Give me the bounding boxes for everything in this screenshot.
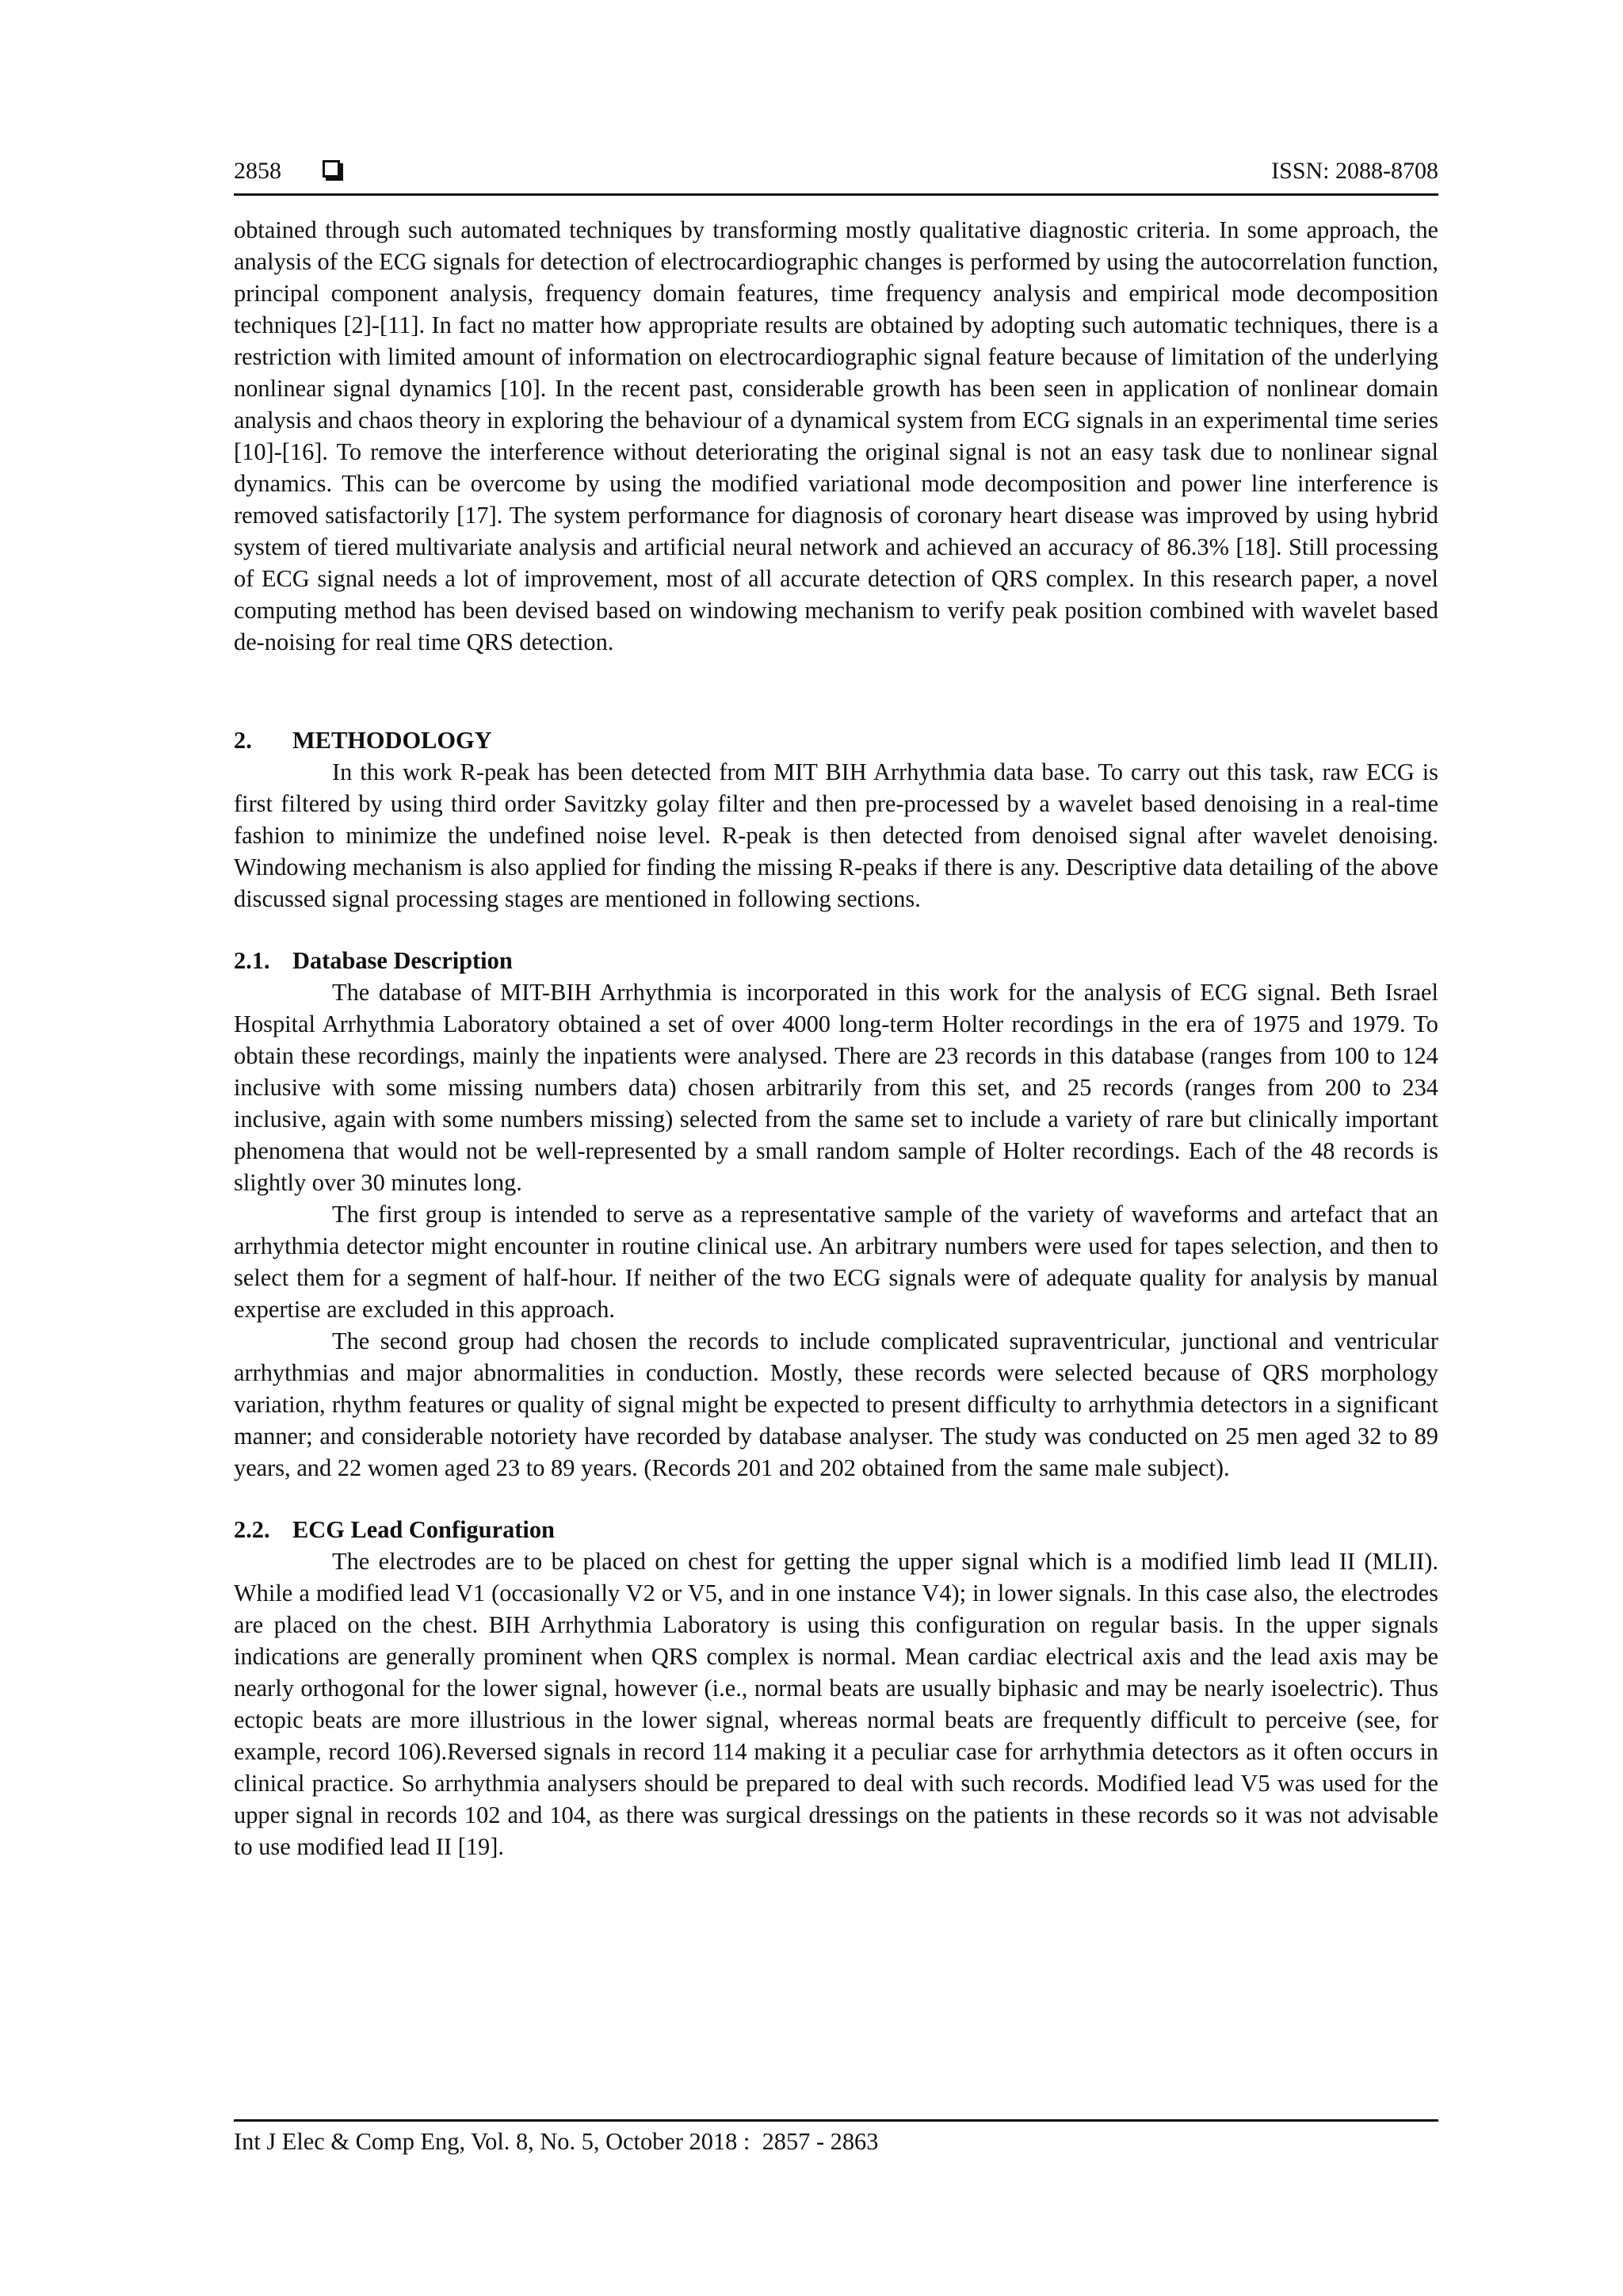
lead-config-paragraph: The electrodes are to be placed on chest for getting the upper signal which is a modified limb lead II (MLII). While a modified lead V1 (occasionally V2 or V5, and in one instance V4); in lower signals. In this case also, the electrodes are placed on the chest. BIH Arrhythmia Laboratory is using this configuration on regular basis. In the upper signals indications are generally prominent when QRS complex is normal. Mean cardiac electrical axis and the lead axis may be nearly orthogonal for the lower signal, however (i.e., normal beats are usually biphasic and may be nearly isoelectric). Thus ectopic beats are more illustrious in the lower signal, whereas normal beats are frequently difficult to perceive (see, for example, record 106).Reversed signals in record 114 making it a peculiar case for arrhythmia detectors as it often occurs in clinical practice. So arrhythmia analysers should be prepared to deal with such records. Modified lead V5 was used for the upper signal in records 102 and 104, as there was surgical dressings on the patients in these records so it was not advisable to use modified lead II [19]. bbox=[234, 1548, 1438, 1860]
subsection-number: 2.1. bbox=[234, 947, 270, 974]
database-paragraph-3: The second group had chosen the records to include complicated supraventricular, junctional and ventricular arrhythmias and major abnormalities in conduction. Mostly, these records were selected because of QRS morphology variation, rhythm features or quality of signal might be expected to present difficulty to arrhythmia detectors in a significant manner; and considerable notoriety have recorded by database analyser. The study was conducted on 25 men aged 32 to 89 years, and 22 women aged 23 to 89 years. (Records 201 and 202 obtained from the same male subject). bbox=[234, 1328, 1438, 1481]
intro-paragraph: obtained through such automated techniques by transforming mostly qualitative diagnostic criteria. In some approach, the analysis of the ECG signals for detection of electrocardiographic changes is performed by using the autocorrelation function, principal component analysis, frequency domain features, time frequency analysis and empirical mode decomposition techniques [2]-[11]. In fact no matter how appropriate results are obtained by adopting such automatic techniques, there is a restriction with limited amount of information on electrocardiographic signal feature because of limitation of the underlying nonlinear signal dynamics [10]. In the recent past, considerable growth has been seen in application of nonlinear domain analysis and chaos theory in exploring the behaviour of a dynamical system from ECG signals in an experimental time series [10]-[16]. To remove the interference without deteriorating the original signal is not an easy task due to nonlinear signal dynamics. This can be overcome by using the modified variational mode decomposition and power line interference is removed satisfactorily [17]. The system performance for diagnosis of coronary heart disease was improved by using hybrid system of tiered multivariate analysis and artificial neural network and achieved an accuracy of 86.3% [18]. Still processing of ECG signal needs a lot of improvement, most of all accurate detection of QRS complex. In this research paper, a novel computing method has been devised based on windowing mechanism to verify peak position combined with wavelet based de-noising for real time QRS detection. bbox=[234, 216, 1438, 655]
subsection-title: Database Description bbox=[292, 947, 513, 974]
subsection-number: 2.2. bbox=[234, 1516, 270, 1543]
subsection-title: ECG Lead Configuration bbox=[292, 1516, 555, 1543]
section-spacer bbox=[234, 658, 1438, 724]
issn-label: ISSN: 2088-8708 bbox=[1271, 158, 1438, 184]
header-divider bbox=[234, 193, 1438, 196]
section-heading-methodology bbox=[234, 724, 1438, 756]
page-number: 2858 bbox=[234, 158, 281, 184]
methodology-paragraph: In this work R-peak has been detected from MIT BIH Arrhythmia data base. To carry out this task, raw ECG is first filtered by using third order Savitzky golay filter and then pre-processed by a wavelet based denoising in a real-time fashion to minimize the undefined noise level. R-peak is then detected from denoised signal after wavelet denoising. Windowing mechanism is also applied for finding the missing R-peaks if there is any. Descriptive data detailing of the above discussed signal processing stages are mentioned in following sections. bbox=[234, 758, 1438, 912]
subsection-heading-lead-config bbox=[234, 1514, 1438, 1545]
section-spacer bbox=[234, 1484, 1438, 1514]
page-header bbox=[234, 155, 1438, 193]
section-number: 2. bbox=[234, 727, 252, 754]
database-paragraph-2: The first group is intended to serve as a representative sample of the variety of waveforms and artefact that an arrhythmia detector might encounter in routine clinical use. An arbitrary numbers were used for tapes selection, and then to select them for a segment of half-hour. If neither of the two ECG signals were of adequate quality for analysis by manual expertise are excluded in this approach. bbox=[234, 1201, 1438, 1323]
article-body bbox=[234, 214, 1438, 1862]
footer-divider bbox=[234, 2119, 1438, 2122]
section-spacer bbox=[234, 915, 1438, 945]
checkbox-square-icon bbox=[323, 160, 340, 178]
database-paragraph-1: The database of MIT-BIH Arrhythmia is incorporated in this work for the analysis of ECG signal. Beth Israel Hospital Arrhythmia Laboratory obtained a set of over 4000 long-term Holter recordings in the era of 1975 and 1979. To obtain these recordings, mainly the inpatients were analysed. There are 23 records in this database (ranges from 100 to 124 inclusive with some missing numbers data) chosen arbitrarily from this set, and 25 records (ranges from 200 to 234 inclusive, again with some numbers missing) selected from the same set to include a variety of rare but clinically important phenomena that would not be well-represented by a small random sample of Holter recordings. Each of the 48 records is slightly over 30 minutes long. bbox=[234, 979, 1438, 1196]
subsection-heading-database bbox=[234, 945, 1438, 976]
footer-citation: Int J Elec & Comp Eng, Vol. 8, No. 5, October 2018 : 2857 - 2863 bbox=[234, 2128, 879, 2155]
section-title: METHODOLOGY bbox=[292, 727, 492, 754]
